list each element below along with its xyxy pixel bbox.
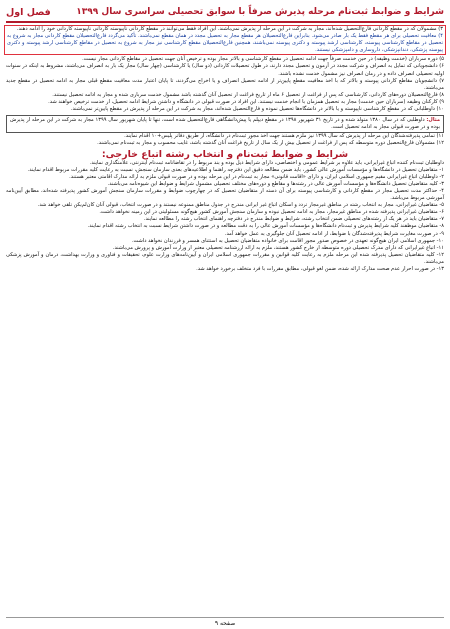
list-item: ۶- متقاضیان غیرایرانی پذیرفته شده در مناطق غیرمجاز، مجاز به ادامه تحصیل نبوده و سازمان سنجش آموزش کشور هیچ‌گونه مسئولیتی در این زمینه نخواهد داشت.	[99, 209, 444, 216]
list-item: ۳- کلیه متقاضیان تحصیل دانشگاه‌ها و مؤسسات آموزش عالی در رشته‌ها و مقاطع و دوره‌های مختلف تحصیلی مشمول شرایط و ضوابط این شیوه‌نامه می‌باشند.	[107, 180, 444, 187]
list-item: ۱۲- کلیه متقاضیان تحصیل پذیرفته شده این مرحله ملزم به رعایت کلیه قوانین و مقررات جمهوری اسلامی ایران و آیین‌نامه‌های وزارت علوم، تحقیقات و فناوری و وزارت بهداشت، درمان و آموزش پزشکی می‌باشند.	[6, 251, 444, 265]
list-item: ۱- متقاضیان تحصیل در دانشگاه‌ها و مؤسسات آموزش عالی کشور، باید ضمن مطالعه دقیق این دفترچه راهنما و اطلاعیه‌های بعدی سازمان سنجش، نسبت به رعایت کلیه مقررات مربوط اقدام نمایند.	[27, 166, 444, 173]
paragraph-8: ۸) فارغ‌التحصیلان دوره‌های کاردانی، کارشناسی که پس از فراغت از تحصیل ۶ ماه از تاریخ فراغت از تحصیل آنان گذشته باشد مشمول خدمت سربازی شده و مجاز به ادامه تحصیل نیستند.	[52, 91, 444, 98]
list-item: ۱۳- در صورت احراز عدم صحت مدارک ارائه شده، ضمن لغو قبولی، مطابق مقررات با فرد متخلف برخورد خواهد شد.	[196, 266, 444, 272]
example-text: داوطلبی که در سال ۱۳۸۰ متولد شده و در تاریخ ۳۱ شهریور ۱۳۹۸ در مقطع دیپلم یا پیش‌دانشگاهی فارغ‌التحصیل شده است، تنها تا پایان شهریور سال ۱۳۹۹ مجاز به شرکت در این مرحله از پذیرش بوده و در صورت قبولی مجاز به ادامه تحصیل است.	[10, 117, 440, 131]
paragraph-11: ۱۱) تمامی پذیرفته‌شدگان این مرحله از پذیرش که سال ۱۳۹۹ نیز ملزم هستند جهت اخذ مجوز ثبت‌نام در دانشگاه، از طریق دفاتر پلیس+۱۰ اقدام نمایند.	[124, 133, 444, 140]
example-box	[6, 115, 444, 133]
highlight-line-2: ۴) معافیت تحصیلی برای هر مقطع فقط یک بار صادر می‌شود. بنابراین فارغ‌التحصیلان هر مقطع مجاز به تحصیل مجدد در همان مقطع نمی‌باشند. تأکید می‌گردد فارغ‌التحصیلان مقطع کاردانی مجاز به شروع به تحصیل در مقاطع کارشناسی پیوسته، کارشناسی ارشد پیوسته و دکتری پیوسته نمی‌باشند، همچنین فارغ‌التحصیلان مقطع کارشناسی نیز مجاز به شروع به تحصیل در مقاطع کارشناسی ارشد پیوسته و دکتری پیوسته پزشکی، دندانپزشکی، داروسازی و دامپزشکی نیستند.	[7, 33, 443, 54]
page-header	[6, 4, 444, 23]
highlighted-passage	[4, 25, 446, 55]
list-item: ۱۰- جمهوری اسلامی ایران هیچ‌گونه تعهدی در خصوص صدور مجوز اقامت برای خانواده متقاضیان تحصیل به استثنای همسر و فرزندان نخواهد داشت.	[131, 237, 444, 244]
section-intro: داوطلبان ثبت‌نام کننده اتباع غیرایرانی، باید علاوه بر شرایط عمومی و اختصاصی، دارای شرایط ذیل بوده و بند مربوط را در تقاضانامه ثبت‌نام اینترنتی، علامتگذاری نمایند.	[89, 159, 444, 166]
list-item: ۱۱- اتباع غیرایرانی که دارای مدرک تحصیلی دوره متوسطه از خارج کشور هستند، ملزم به ارائه ارزشنامه تحصیلی معتبر از وزارت آموزش و پرورش می‌باشند.	[112, 244, 444, 251]
list-item: ۹- در صورت مغایرت شرایط پذیرفته‌شدگان با ضوابط، از ادامه تحصیل آنان جلوگیری به عمل خواهد آمد.	[224, 230, 444, 237]
footer-divider	[6, 617, 444, 618]
document-body	[6, 25, 444, 273]
list-item: ۴- حداکثر مدت تحصیل مجاز در مقطع کاردانی و کارشناسی پیوسته برای آن دسته از متقاضیان تحصیل که در چهارچوب ضوابط و مقررات سازمان سنجش آموزش کشور پذیرفته شده‌اند، مطابق آیین‌نامه آموزشی مربوط می‌باشد.	[6, 187, 444, 202]
example-label: مثال:	[426, 117, 440, 124]
paragraph-7: ۷) دانشجویان مقاطع کاردانی پیوسته و بالاتر که با اخذ معافیت مقطع پایین‌تر از ادامه تحصیل انصراف و یا اخراج می‌گردند، تا پایان اعتبار مدت معافیت مقطع قبلی مجاز به ادامه تحصیل در مقطع جدید می‌باشند.	[6, 77, 444, 91]
paragraph-5: ۵) دوره سربازان (خدمت وظیفه) در حین خدمت صرفاً جهت ادامه تحصیل در مقطع کارشناسی و بالاتر مجاز بوده و ترخیص آنان جهت تحصیل در مقاطع کاردانی مجاز نیست.	[82, 56, 444, 63]
list-item: ۸- متقاضیان موظفند کلیه شرایط پذیرش و ثبت‌نام دانشگاه‌ها و مؤسسات آموزش عالی را به دقت مطالعه و در صورت داشتن شرایط نسبت به انتخاب رشته اقدام نمایند.	[87, 223, 444, 230]
page-number: صفحه ۹	[214, 620, 236, 627]
paragraph-6: ۶) دانشجویانی که تمایل به انصراف و شرکت مجدد در آزمون و تحصیل مجدد دارند، در طول تحصیلات کاردانی (دو سال) یا کارشناسی (چهار سال) مجاز یک بار به انصراف می‌باشند، مشروط به اینکه در سنوات اولیه تحصیلی انصراف داده و در زمان انصراف نیز مشمول خدمت نشده باشند.	[6, 63, 444, 77]
paragraph-9: ۹) کارکنان وظیفه (سربازان حین خدمت) مجاز به تحصیل همزمان با انجام خدمت نیستند. این افراد در صورت قبولی در دانشگاه و داشتن شرایط ادامه تحصیل، از خدمت ترخیص خواهند شد.	[48, 98, 444, 105]
section-title: شرایط و ضوابط ثبت‌نام و انتخاب رشته اتباع خارجی:	[101, 148, 349, 160]
paragraph-12: ۱۲) مشمولان فارغ‌التحصیل دوره متوسطه که پس از فراغت از تحصیل بیش از یک سال از تاریخ فراغت آنان گذشته باشد، غایب محسوب و مجاز به ثبت‌نام نمی‌باشند.	[97, 140, 444, 147]
highlight-line-1: ۳) مشمولان که در مقطع کاردانی فارغ‌التحصیل شده‌اند، مجاز به شرکت در این مرحله از پذیرش نمی‌باشند. این افراد فقط می‌توانند در مقطع کاردانی ناپیوسته کاردانی ناپیوسته کاردانی خود را ادامه دهند.	[16, 26, 443, 32]
paragraph-10: ۱۰) داوطلبانی که در مقطع کارشناسی ناپیوسته و یا بالاتر در دانشگاه‌ها تحصیل نموده و فارغ‌التحصیل شده‌اند، مجاز به شرکت در این مرحله از پذیرش در مقطع پایین‌تر نمی‌باشند.	[70, 106, 444, 113]
list-item: ۵- متقاضیان غیرایرانی، مجاز به انتخاب رشته در مناطق غیرمجاز تردد و اسکان اتباع غیر ایرانی مندرج در جدول مناطق ممنوعه نیستند و در صورت انتخاب، قبولی آنان کان‌لم‌یکن تلقی خواهد شد.	[37, 202, 444, 209]
list-item: ۲- داوطلبان اتباع غیرایرانی مقیم جمهوری اسلامی ایران، و دارای «اقامت قانونی» مجاز به ثبت‌نام در این مرحله بوده و در صورت قبولی ملزم به ارائه مدارک اقامتی معتبر هستند.	[69, 173, 444, 180]
header-chapter: فصل اول	[6, 6, 51, 18]
list-item: ۷- متقاضیان باید در هر یک از رشته‌های تحصیلی ضمن انتخاب رشته، شرایط و ضوابط مندرج در دفترچه راهنمای انتخاب رشته را مطالعه نمایند.	[143, 216, 444, 223]
header-title: شرایط و ضوابط ثبت‌نام مرحله پذیرش صرفاً با سوابق تحصیلی سراسری سال ۱۳۹۹	[76, 7, 444, 17]
